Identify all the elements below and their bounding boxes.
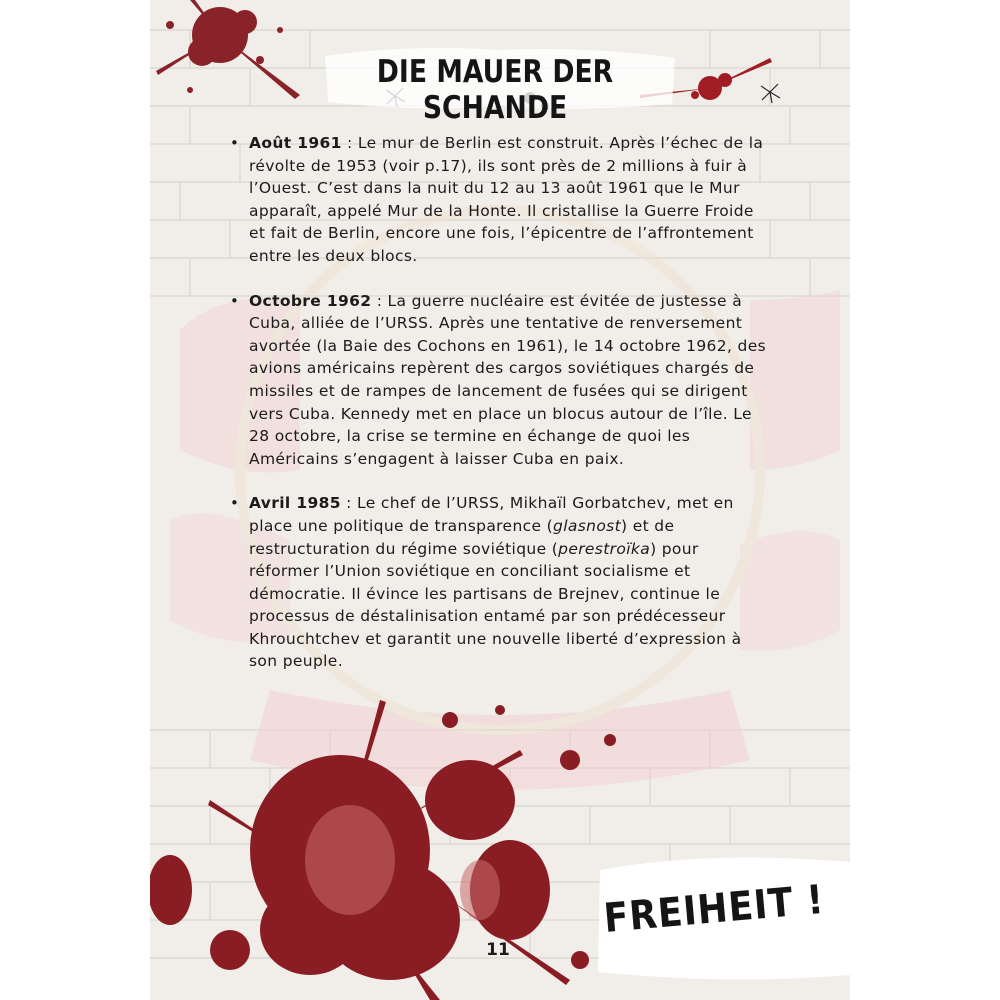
item-text: : Le chef de l’URSS, Mikhaïl Gorbatchev, met en place une politique de transparence ( bbox=[249, 494, 734, 535]
item-emphasis: glasnost bbox=[553, 516, 622, 535]
page-number: 11 bbox=[486, 940, 510, 960]
timeline-list bbox=[228, 132, 773, 673]
slogan-text: FREIHEIT ! bbox=[601, 876, 827, 942]
item-date: Août 1961 bbox=[249, 134, 342, 152]
timeline-item-1962 bbox=[228, 290, 773, 471]
item-text: : La guerre nucléaire est évitée de justesse à Cuba, alliée de l’URSS. Après une tentative de renversement avortée (la Baie des Cochons en 1961), le 14 octobre 1962, des avions américains repèrent des cargos soviétiques chargés de missiles et de rampes de lancement de fusées qui se dirigent vers Cuba. Kennedy met en place un blocus autour de l’île. Le 28 octobre, la crise se termine en échange de quoi les Américains s’engagent à laisser Cuba en paix. bbox=[249, 291, 767, 468]
item-date: Avril 1985 bbox=[249, 494, 341, 513]
book-page bbox=[150, 0, 850, 1000]
item-date: Octobre 1962 bbox=[249, 291, 372, 310]
timeline-item-1985 bbox=[228, 492, 773, 673]
slogan-block bbox=[590, 852, 850, 980]
item-text: ) pour réformer l’Union soviétique en conciliant socialisme et démocratie. Il évince les partisans de Brejnev, continue le processus de déstalinisation entamé par son prédécesseur Khrouchtchev et garantit une nouvelle liberté d’expression à son peuple. bbox=[249, 539, 742, 671]
bullet-icon: • bbox=[230, 134, 240, 152]
item-emphasis: perestroïka bbox=[558, 539, 651, 558]
item-text: ) et de restructuration du régime soviétique ( bbox=[249, 516, 675, 558]
page-title: DIE MAUER DER SCHANDE bbox=[376, 54, 614, 126]
title-block bbox=[315, 48, 675, 126]
bullet-icon: • bbox=[230, 291, 240, 310]
blood-splatter-top-left bbox=[156, 0, 300, 99]
item-text: : Le mur de Berlin est construit. Après l’échec de la révolte de 1953 (voir p.17), ils sont près de 2 millions à fuir à l’Ouest. C’est dans la nuit du 12 au 13 août 1961 que le Mur apparaît, appelé Mur de la Honte. Il cristallise la Guerre Froide et fait de Berlin, encore une fois, l’épicentre de l’affrontement entre les deux blocs. bbox=[249, 134, 764, 265]
timeline-item-1961 bbox=[228, 132, 773, 268]
bullet-icon: • bbox=[230, 494, 240, 513]
